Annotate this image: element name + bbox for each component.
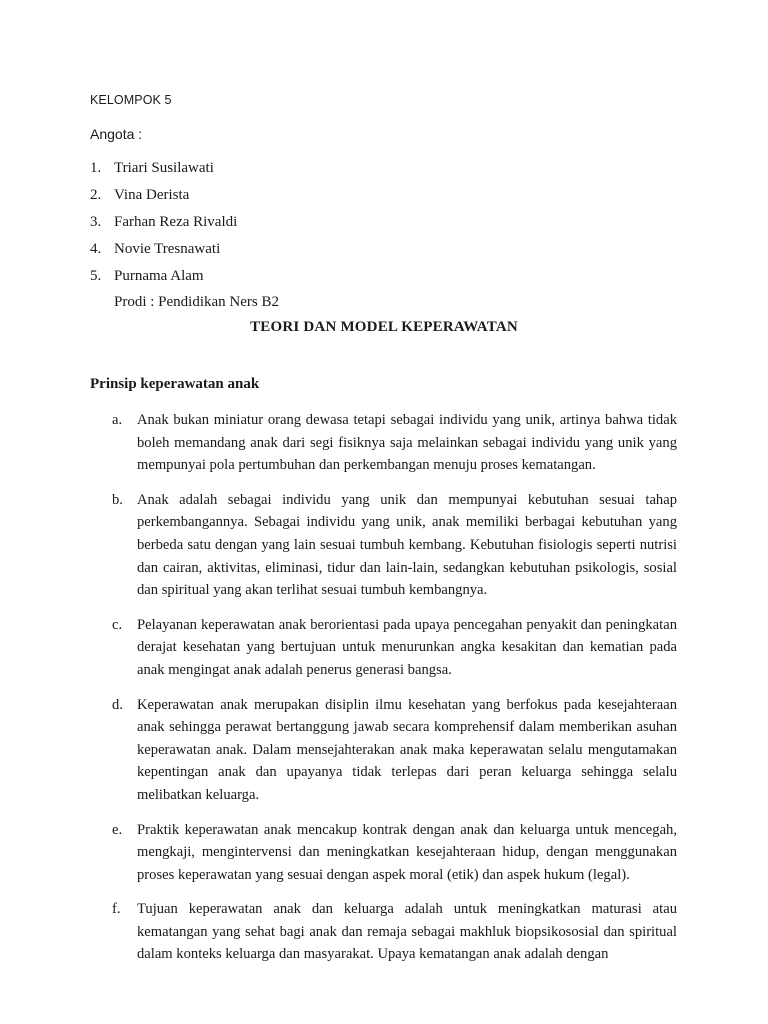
list-item bbox=[90, 239, 237, 266]
list-item bbox=[112, 409, 677, 477]
principle-text: Pelayanan keperawatan anak berorientasi pada upaya pencegahan penyakit dan peningkatan derajat kesehatan yang bertujuan untuk menurunkan angka kesakitan dan kematian pada anak mengingat anak adalah penerus generasi bangsa. bbox=[137, 616, 677, 678]
list-item bbox=[112, 819, 677, 887]
document-title: TEORI DAN MODEL KEPERAWATAN bbox=[250, 319, 518, 335]
list-item bbox=[90, 158, 237, 185]
member-name: Farhan Reza Rivaldi bbox=[114, 214, 238, 230]
list-letter: e. bbox=[112, 821, 123, 838]
principle-text: Anak bukan miniatur orang dewasa tetapi sebagai individu yang unik, artinya bahwa tidak boleh memandang anak dari segi fisiknya saja melainkan sebagai individu yang unik yang mempunyai pola pertumbuhan dan perkembangan menuju proses kematangan. bbox=[137, 412, 677, 474]
study-program: Prodi : Pendidikan Ners B2 bbox=[114, 294, 279, 310]
principle-text: Tujuan keperawatan anak dan keluarga adalah untuk meningkatkan maturasi atau kematangan yang sehat bagi anak dan remaja sebagai makhluk biopsikososial dan spiritual dalam konteks keluarga dan masyarakat. Upaya kematangan anak adalah dengan bbox=[137, 901, 677, 963]
list-item bbox=[90, 185, 237, 212]
member-name: Purnama Alam bbox=[114, 268, 204, 284]
list-number: 2. bbox=[90, 187, 102, 203]
list-item bbox=[112, 614, 677, 682]
section-heading: Prinsip keperawatan anak bbox=[90, 376, 260, 392]
member-name: Triari Susilawati bbox=[114, 160, 214, 176]
list-item bbox=[90, 266, 237, 293]
principle-text: Praktik keperawatan anak mencakup kontrak dengan anak dan keluarga untuk mencegah, mengkaji, mengintervensi dan meningkatkan kesejahteraan hidup, dengan menggunakan proses keperawatan yang sesuai dengan aspek moral (etik) dan aspek hukum (legal). bbox=[137, 821, 677, 883]
list-item bbox=[112, 694, 677, 807]
list-letter: d. bbox=[112, 696, 123, 713]
members-label: Angota : bbox=[90, 126, 143, 142]
list-letter: b. bbox=[112, 491, 123, 508]
principle-text: Anak adalah sebagai individu yang unik dan mempunyai kebutuhan sesuai tahap perkembangannya. Sebagai individu yang unik, anak memiliki berbagai kebutuhan yang berbeda satu dengan yang lain sesuai tumbuh kembang. Kebutuhan fisiologis seperti nutrisi dan cairan, aktivitas, eliminasi, tidur dan lain-lain, sedangkan kebutuhan psikologis, sosial dan spiritual yang akan terlihat sesuai tumbuh kembangnya. bbox=[137, 491, 677, 599]
list-number: 1. bbox=[90, 160, 102, 176]
member-name: Novie Tresnawati bbox=[114, 241, 221, 257]
list-number: 4. bbox=[90, 241, 102, 257]
list-item bbox=[112, 898, 677, 966]
list-number: 5. bbox=[90, 268, 102, 284]
list-letter: a. bbox=[112, 412, 123, 428]
list-number: 3. bbox=[90, 214, 102, 230]
list-letter: c. bbox=[112, 616, 123, 633]
list-item bbox=[90, 212, 237, 239]
member-name: Vina Derista bbox=[114, 187, 190, 203]
member-list bbox=[90, 158, 237, 293]
group-title: KELOMPOK 5 bbox=[90, 93, 172, 107]
principles-list bbox=[112, 409, 677, 978]
list-item bbox=[112, 489, 677, 602]
list-letter: f. bbox=[112, 901, 121, 918]
principle-text: Keperawatan anak merupakan disiplin ilmu kesehatan yang berfokus pada kesejahteraan anak sehingga perawat bertanggung jawab secara komprehensif dalam memberikan asuhan keperawatan anak. Dalam mensejahterakan anak maka keperawatan selalu mengutamakan kepentingan anak dan upayanya tidak terlepas dari peran keluarga sehingga selalu melibatkan keluarga. bbox=[137, 696, 677, 803]
